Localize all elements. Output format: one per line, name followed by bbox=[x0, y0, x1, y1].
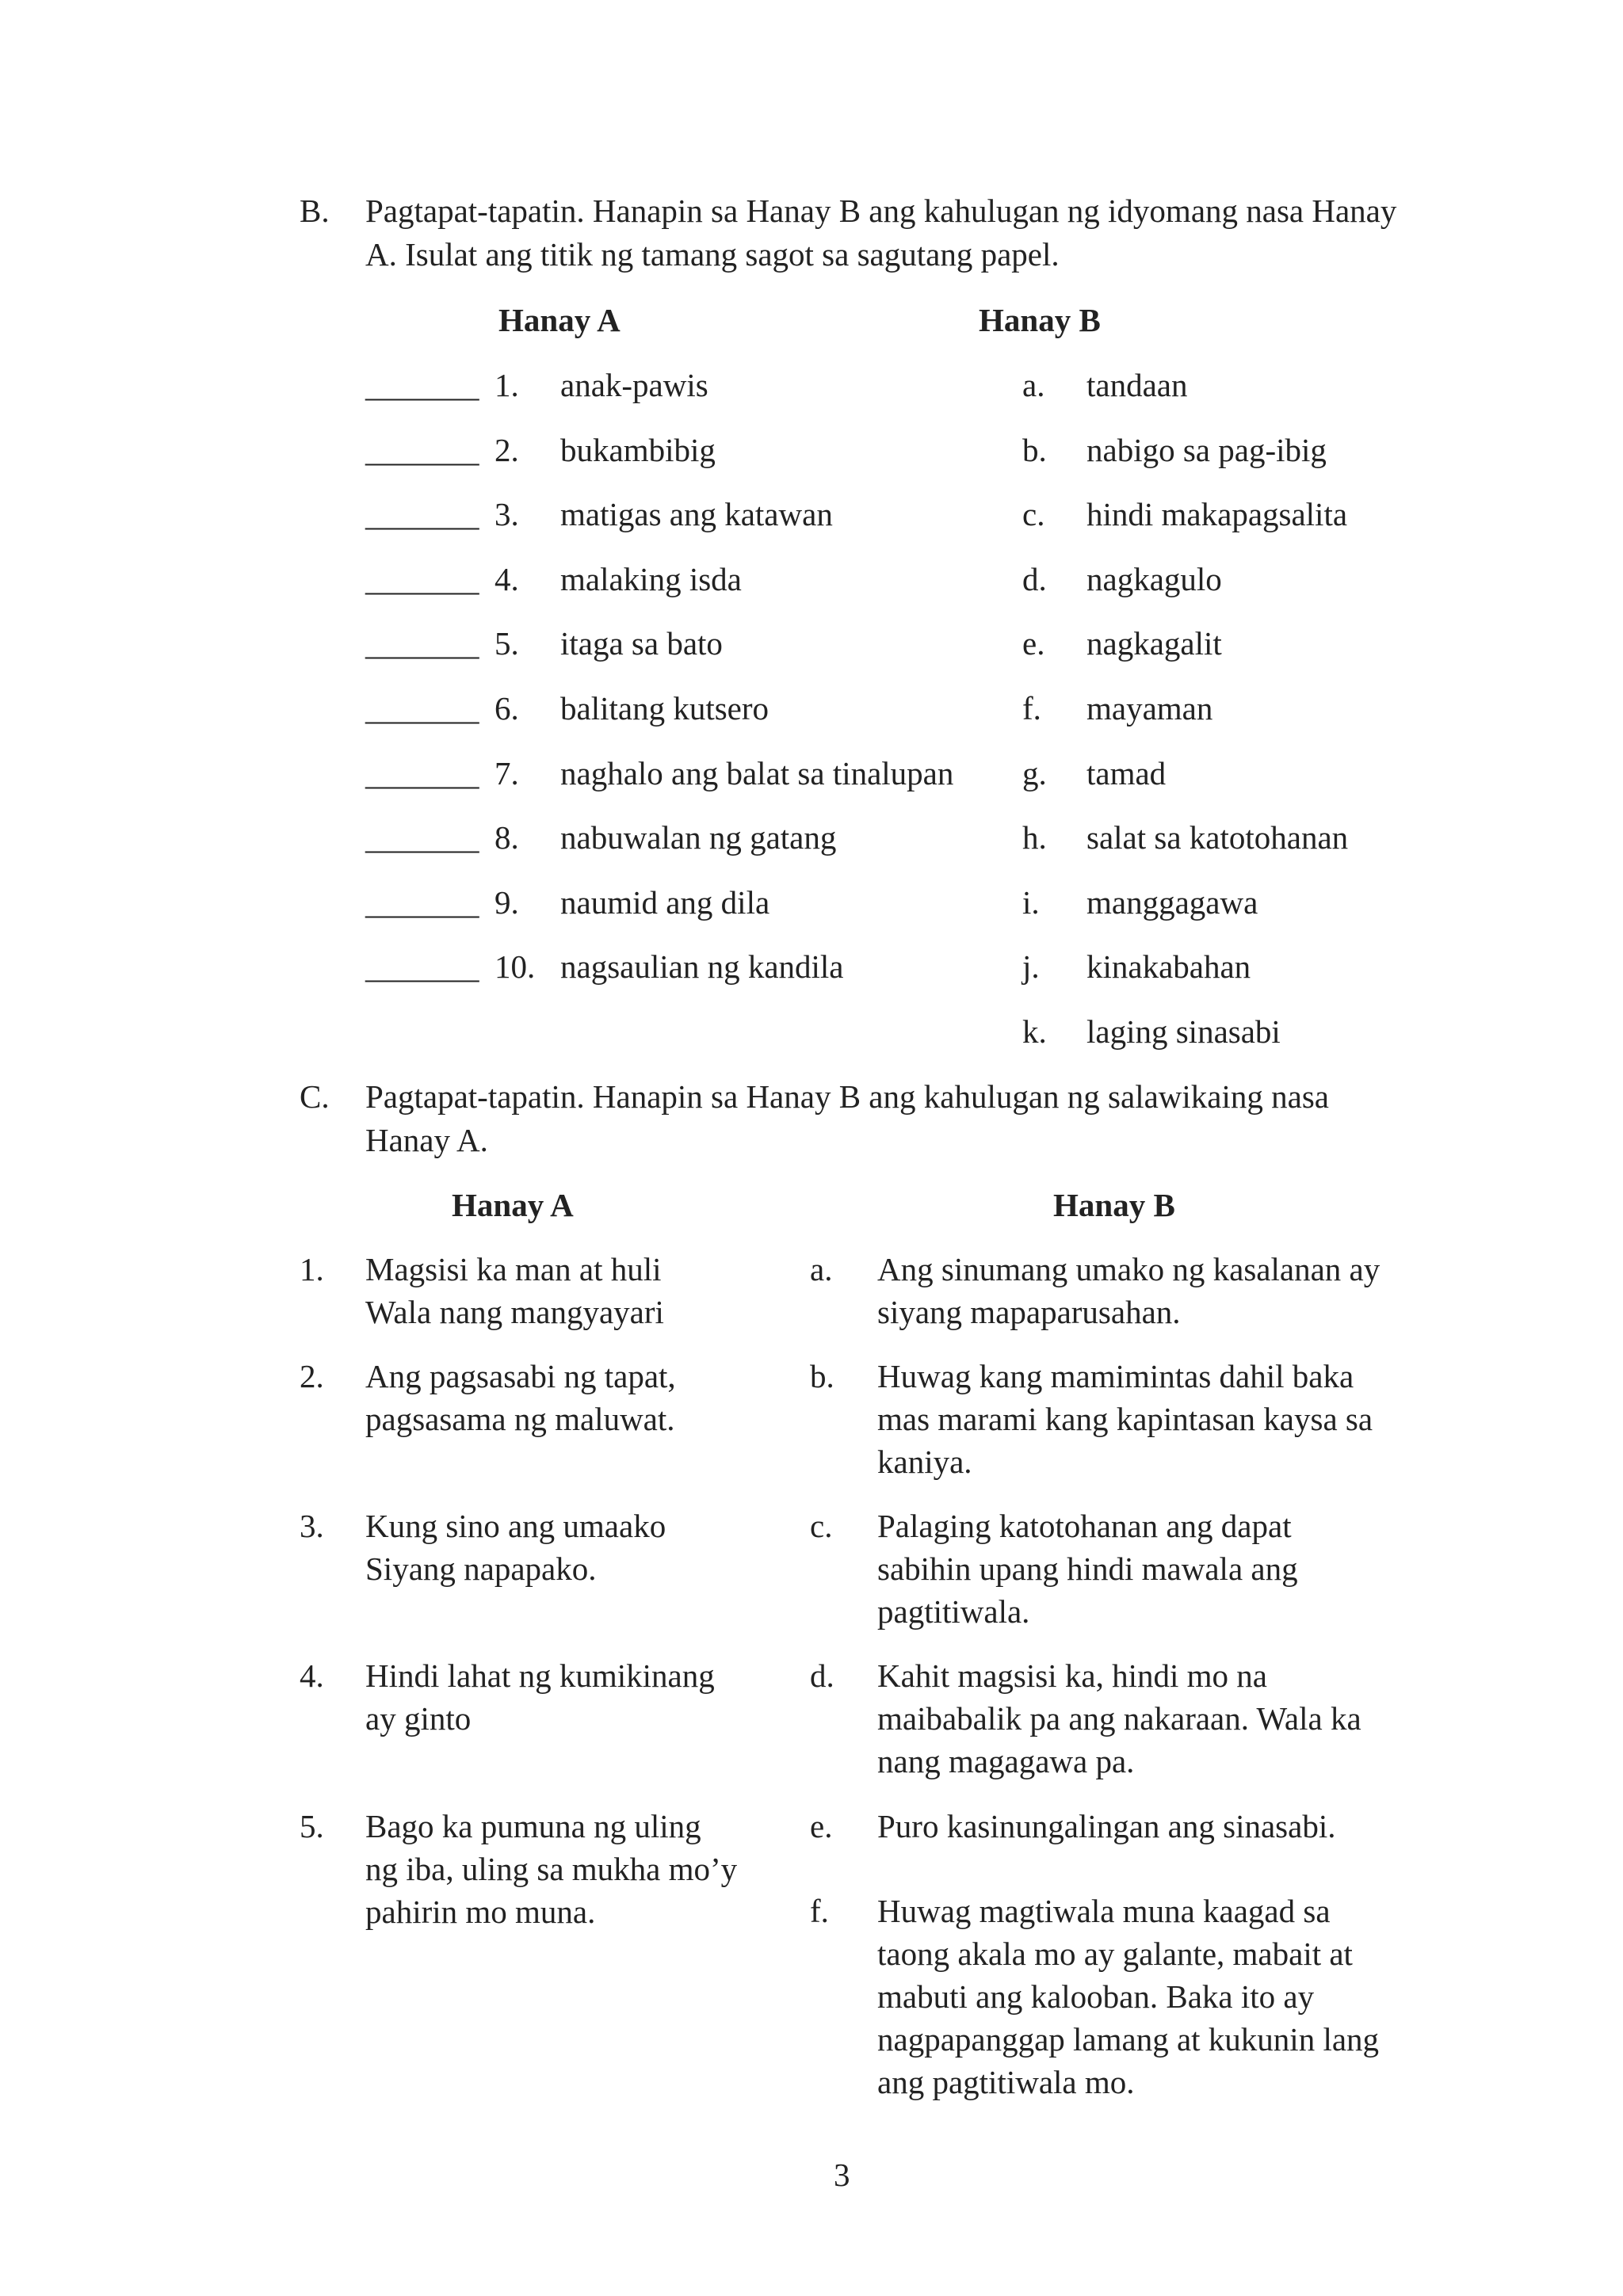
choice-letter: e. bbox=[810, 1808, 833, 1844]
answer-blank[interactable]: _______ bbox=[365, 496, 479, 532]
section-b-hanay-b-heading: Hanay B bbox=[979, 302, 1101, 338]
choice-meaning: Huwag magtiwala muna kaagad sa taong akala mo ay galante, mabait at mabuti ang kalooban. Baka ito ay nagpapanggap lamang at kukunin lang ang pagtitiwala mo. bbox=[877, 1893, 1380, 2100]
item-proverb: Magsisi ka man at huli Wala nang mangyayari bbox=[365, 1251, 664, 1330]
section-c-instruction-line-1: Pagtapat-tapatin. Hanapin sa Hanay B ang kahulugan ng salawikaing nasa bbox=[365, 1078, 1329, 1115]
item-idiom: naumid ang dila bbox=[560, 884, 770, 921]
item-number: 5. bbox=[300, 1808, 324, 1844]
choice-meaning: nabigo sa pag-ibig bbox=[1086, 432, 1327, 468]
choice-letter: a. bbox=[810, 1251, 833, 1287]
item-number: 7. bbox=[495, 755, 519, 791]
choice-letter: a. bbox=[1022, 367, 1045, 403]
choice-letter: d. bbox=[810, 1657, 834, 1694]
item-idiom: anak-pawis bbox=[560, 367, 708, 403]
section-c-hanay-a-heading: Hanay A bbox=[452, 1187, 574, 1223]
item-number: 1. bbox=[300, 1251, 324, 1287]
choice-meaning: kinakabahan bbox=[1086, 948, 1251, 985]
section-b-instruction-line-1: Pagtapat-tapatin. Hanapin sa Hanay B ang kahulugan ng idyomang nasa Hanay bbox=[365, 193, 1397, 229]
choice-meaning: tandaan bbox=[1086, 367, 1188, 403]
choice-meaning: laging sinasabi bbox=[1086, 1013, 1281, 1050]
choice-letter: c. bbox=[1022, 496, 1045, 532]
choice-letter: f. bbox=[1022, 690, 1041, 727]
choice-meaning: hindi makapagsalita bbox=[1086, 496, 1348, 532]
answer-blank[interactable]: _______ bbox=[365, 755, 479, 791]
answer-blank[interactable]: _______ bbox=[365, 561, 479, 597]
choice-meaning: Puro kasinungalingan ang sinasabi. bbox=[877, 1808, 1336, 1844]
item-idiom: malaking isda bbox=[560, 561, 742, 597]
item-number: 10. bbox=[495, 948, 536, 985]
choice-meaning: nagkagalit bbox=[1086, 625, 1222, 662]
section-c-letter: C. bbox=[300, 1078, 330, 1115]
choice-letter: d. bbox=[1022, 561, 1047, 597]
item-proverb: Ang pagsasabi ng tapat, pagsasama ng maluwat. bbox=[365, 1358, 676, 1437]
choice-letter: b. bbox=[1022, 432, 1047, 468]
choice-letter: b. bbox=[810, 1358, 834, 1394]
section-c-instruction-line-2: Hanay A. bbox=[365, 1122, 488, 1158]
answer-blank[interactable]: _______ bbox=[365, 625, 479, 662]
choice-meaning: nagkagulo bbox=[1086, 561, 1222, 597]
answer-blank[interactable]: _______ bbox=[365, 819, 479, 856]
item-proverb: Kung sino ang umaako Siyang napapako. bbox=[365, 1508, 666, 1587]
choice-letter: c. bbox=[810, 1508, 833, 1544]
choice-letter: g. bbox=[1022, 755, 1047, 791]
choice-meaning: Kahit magsisi ka, hindi mo na maibabalik pa ang nakaraan. Wala ka nang magagawa pa. bbox=[877, 1657, 1361, 1779]
choice-meaning: tamad bbox=[1086, 755, 1167, 791]
choice-meaning: Huwag kang mamimintas dahil baka mas marami kang kapintasan kaysa sa kaniya. bbox=[877, 1358, 1373, 1480]
item-idiom: matigas ang katawan bbox=[560, 496, 833, 532]
item-number: 2. bbox=[300, 1358, 324, 1394]
item-number: 9. bbox=[495, 884, 519, 921]
choice-meaning: salat sa katotohanan bbox=[1086, 819, 1349, 856]
item-idiom: nabuwalan ng gatang bbox=[560, 819, 837, 856]
item-proverb: Bago ka pumuna ng uling ng iba, uling sa mukha mo’y pahirin mo muna. bbox=[365, 1808, 738, 1930]
section-b-letter: B. bbox=[300, 193, 330, 229]
section-c-hanay-b-heading: Hanay B bbox=[1053, 1187, 1175, 1223]
answer-blank[interactable]: _______ bbox=[365, 690, 479, 727]
choice-letter: f. bbox=[810, 1893, 829, 1929]
item-number: 3. bbox=[300, 1508, 324, 1544]
item-number: 4. bbox=[300, 1657, 324, 1694]
item-idiom: nagsaulian ng kandila bbox=[560, 948, 844, 985]
choice-letter: i. bbox=[1022, 884, 1040, 921]
choice-meaning: Ang sinumang umako ng kasalanan ay siyang mapaparusahan. bbox=[877, 1251, 1381, 1330]
answer-blank[interactable]: _______ bbox=[365, 948, 479, 985]
choice-letter: j. bbox=[1022, 948, 1040, 985]
answer-blank[interactable]: _______ bbox=[365, 432, 479, 468]
section-b-instruction-line-2: A. Isulat ang titik ng tamang sagot sa sagutang papel. bbox=[365, 236, 1060, 273]
choice-meaning: Palaging katotohanan ang dapat sabihin upang hindi mawala ang pagtitiwala. bbox=[877, 1508, 1298, 1630]
item-proverb: Hindi lahat ng kumikinang ay ginto bbox=[365, 1657, 715, 1737]
choice-letter: e. bbox=[1022, 625, 1045, 662]
answer-blank[interactable]: _______ bbox=[365, 884, 479, 921]
section-b-hanay-a-heading: Hanay A bbox=[498, 302, 621, 338]
page-number: 3 bbox=[834, 2157, 850, 2193]
choice-meaning: mayaman bbox=[1086, 690, 1213, 727]
item-number: 1. bbox=[495, 367, 519, 403]
item-idiom: balitang kutsero bbox=[560, 690, 769, 727]
item-idiom: bukambibig bbox=[560, 432, 716, 468]
item-number: 2. bbox=[495, 432, 519, 468]
item-number: 4. bbox=[495, 561, 519, 597]
choice-letter: k. bbox=[1022, 1013, 1047, 1050]
choice-meaning: manggagawa bbox=[1086, 884, 1258, 921]
answer-blank[interactable]: _______ bbox=[365, 367, 479, 403]
item-number: 6. bbox=[495, 690, 519, 727]
item-idiom: itaga sa bato bbox=[560, 625, 723, 662]
item-number: 3. bbox=[495, 496, 519, 532]
item-idiom: naghalo ang balat sa tinalupan bbox=[560, 755, 954, 791]
item-number: 5. bbox=[495, 625, 519, 662]
item-number: 8. bbox=[495, 819, 519, 856]
choice-letter: h. bbox=[1022, 819, 1047, 856]
